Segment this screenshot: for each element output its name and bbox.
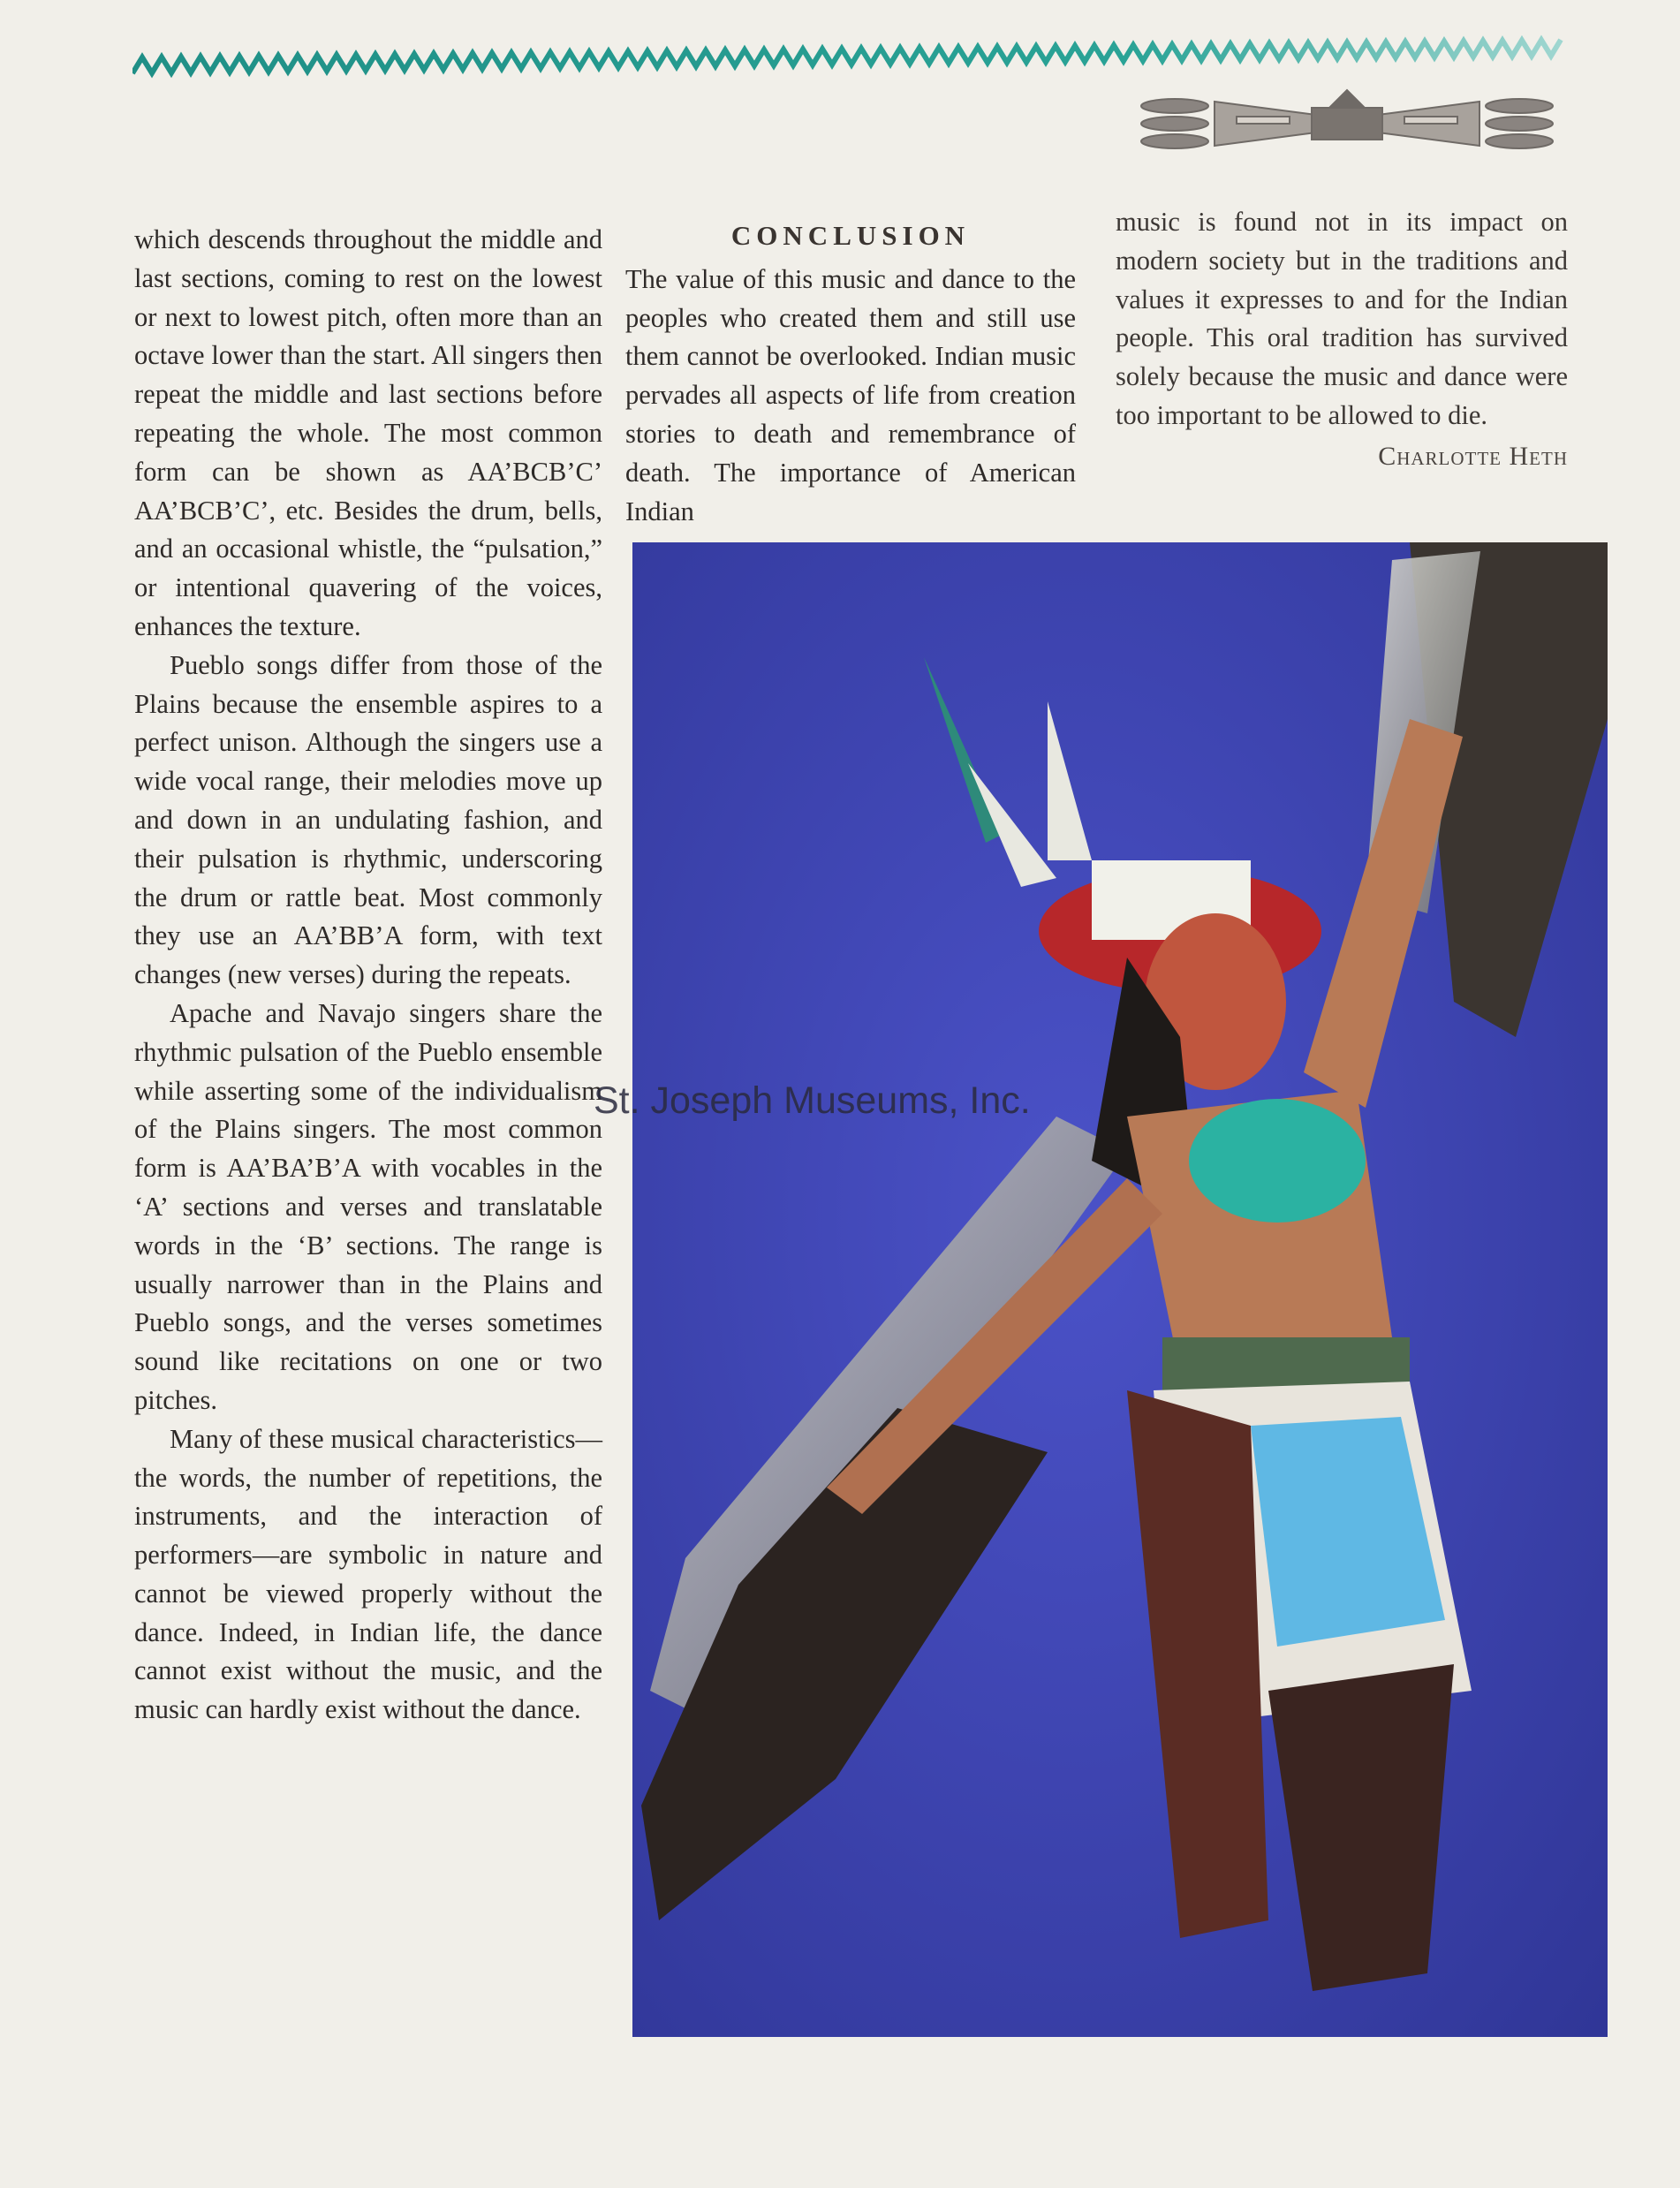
section-heading: CONCLUSION bbox=[730, 220, 971, 251]
paragraph: The value of this music and dance to the peoples who created them and still use them cannot be overlooked. Indian music pervades all aspects of life from creation stories to death and remembrance of death. The importance of American Indian bbox=[625, 263, 1076, 526]
paragraph: which descends throughout the middle and last sections, coming to rest on the lowest or next to lowest pitch, often more than an octave lower than the start. All singers then repeat the middle and last sections before repeating the whole. The most common form can be shown as AA’BCB’C’ AA’BCB’C’, etc. Besides the drum, bells, and an occasional whistle, the “pulsation,” or intentional quavering of the voices, enhances the texture. bbox=[134, 224, 602, 641]
right-text-column bbox=[1116, 203, 1568, 476]
watermark: St. Joseph Museums, Inc. bbox=[594, 1079, 1031, 1122]
paragraph: music is found not in its impact on modern society but in the traditions and values it expresses to and for the Indian people. This oral tradition has survived solely because the music and dance were too important to be allowed to die. bbox=[1116, 207, 1568, 430]
paragraph: Pueblo songs differ from those of the Plains because the ensemble aspires to a perfect unison. Although the singers use a wide vocal range, their melodies move up and down in an undulating fashion, and their pulsation is rhythmic, underscoring the drum or rattle beat. Most commonly they use an AA’BB’A form, with text changes (new verses) during the repeats. bbox=[134, 649, 602, 990]
paragraph: Apache and Navajo singers share the rhythmic pulsation of the Pueblo ensemble while asserting some of the individualism of the Plains singers. The most common form is AA’BA’B’A with vocables in the ‘A’ sections and verses and translatable words in the ‘B’ sections. The range is usually narrower than in the Plains and Pueblo songs, and the verses sometimes sound like recitations on one or two pitches. bbox=[134, 997, 602, 1415]
zigzag-border-icon bbox=[132, 26, 1563, 79]
left-text-column bbox=[134, 221, 602, 1730]
middle-text-column bbox=[625, 216, 1076, 531]
paragraph: Many of these musical characteristics—the words, the number of repetitions, the instruments, and the interaction of performers—are symbolic in nature and cannot be viewed properly without the dance. Indeed, in Indian life, the dance cannot exist without the music, and the music can hardly exist without the dance. bbox=[134, 1423, 602, 1725]
author-byline: Charlotte Heth bbox=[1378, 441, 1568, 471]
dancer-photo bbox=[632, 542, 1608, 2037]
thunderbird-emblem-icon bbox=[1139, 88, 1555, 159]
